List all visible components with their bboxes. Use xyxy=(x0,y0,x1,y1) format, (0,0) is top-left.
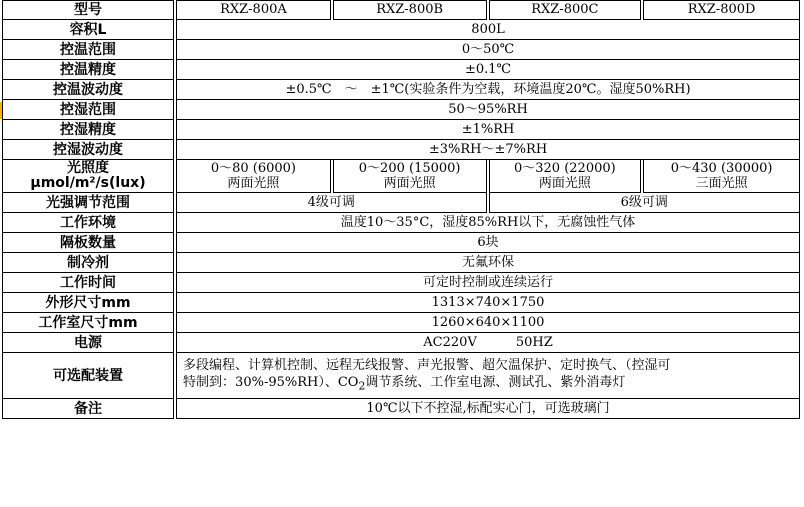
row-environment xyxy=(2,213,800,233)
model-b: RXZ-800B xyxy=(333,0,487,20)
outer-size-label: 外形尺寸mm xyxy=(2,293,174,313)
refrigerant-value: 无氟环保 xyxy=(176,253,800,273)
illuminance-label-unit: μmol/m²/s(lux) xyxy=(30,175,146,191)
illuminance-a: 0～80 (6000) 两面光照 xyxy=(176,160,331,193)
options-line-2a: 特制到：30%-95%RH）、CO xyxy=(183,374,359,390)
illuminance-b: 0～200 (15000) 两面光照 xyxy=(333,160,487,193)
temp-accuracy-value: ±0.1℃ xyxy=(176,60,800,80)
light-adjust-right: 6级可调 xyxy=(489,193,801,213)
temp-range-label: 控温范围 xyxy=(2,40,174,60)
chamber-size-value: 1260×640×1100 xyxy=(176,313,800,333)
humidity-range-value: 50～95%RH xyxy=(176,100,800,120)
row-humidity-range xyxy=(2,100,800,120)
work-time-value: 可定时控制或连续运行 xyxy=(176,273,800,293)
model-d: RXZ-800D xyxy=(643,0,800,20)
row-outer-size xyxy=(2,293,800,313)
options-co2-subscript: 2 xyxy=(358,379,366,393)
environment-label: 工作环境 xyxy=(2,213,174,233)
header-label: 型号 xyxy=(2,0,174,20)
remarks-value: 10℃以下不控湿,标配实心门，可选玻璃门 xyxy=(176,399,800,419)
illuminance-label-name: 光照度 xyxy=(67,160,110,176)
row-power xyxy=(2,333,800,353)
work-time-label: 工作时间 xyxy=(2,273,174,293)
environment-value: 温度10～35°C，湿度85%RH以下，无腐蚀性气体 xyxy=(176,213,800,233)
header-row xyxy=(2,0,800,20)
row-humidity-accuracy xyxy=(2,120,800,140)
row-temp-range xyxy=(2,40,800,60)
row-illuminance xyxy=(2,160,800,193)
row-work-time xyxy=(2,273,800,293)
row-shelves xyxy=(2,233,800,253)
row-volume xyxy=(2,20,800,40)
temp-range-value: 0～50℃ xyxy=(176,40,800,60)
volume-value: 800L xyxy=(176,20,800,40)
row-chamber-size xyxy=(2,313,800,333)
illuminance-d: 0～430 (30000) 三面光照 xyxy=(643,160,800,193)
outer-size-value: 1313×740×1750 xyxy=(176,293,800,313)
row-light-adjust xyxy=(2,193,800,213)
row-refrigerant xyxy=(2,253,800,273)
model-c: RXZ-800C xyxy=(489,0,642,20)
refrigerant-label: 制冷剂 xyxy=(2,253,174,273)
options-line-2b: 调节系统、工作室电源、测试孔、紫外消毒灯 xyxy=(365,374,626,390)
temp-fluctuation-value: ±0.5℃ ～ ±1℃(实验条件为空载，环境温度20℃。湿度50%RH) xyxy=(176,80,800,100)
power-value: AC220V 50HZ xyxy=(176,333,800,353)
illuminance-label xyxy=(2,160,174,193)
row-options xyxy=(2,353,800,399)
humidity-fluctuation-label: 控湿波动度 xyxy=(2,140,174,160)
illuminance-c: 0～320 (22000) 两面光照 xyxy=(489,160,642,193)
shelves-label: 隔板数量 xyxy=(2,233,174,253)
humidity-fluctuation-value: ±3%RH～±7%RH xyxy=(176,140,800,160)
temp-fluctuation-label: 控温波动度 xyxy=(2,80,174,100)
remarks-label: 备注 xyxy=(2,399,174,419)
options-value xyxy=(176,353,800,399)
row-remarks xyxy=(2,399,800,419)
options-line-1: 多段编程、计算机控制、远程无线报警、声光报警、超欠温保护、定时换气、（控湿可 xyxy=(183,357,671,373)
shelves-value: 6块 xyxy=(176,233,800,253)
model-a: RXZ-800A xyxy=(176,0,331,20)
row-temp-fluctuation xyxy=(2,80,800,100)
chamber-size-label: 工作室尺寸mm xyxy=(2,313,174,333)
light-adjust-label: 光强调节范围 xyxy=(2,193,174,213)
volume-label: 容积L xyxy=(2,20,174,40)
humidity-accuracy-value: ±1%RH xyxy=(176,120,800,140)
light-adjust-left: 4级可调 xyxy=(176,193,486,213)
options-label: 可选配装置 xyxy=(2,353,174,399)
power-label: 电源 xyxy=(2,333,174,353)
row-humidity-fluctuation xyxy=(2,140,800,160)
humidity-range-label: 控湿范围 xyxy=(2,100,174,120)
row-temp-accuracy xyxy=(2,60,800,80)
temp-accuracy-label: 控温精度 xyxy=(2,60,174,80)
humidity-accuracy-label: 控湿精度 xyxy=(2,120,174,140)
